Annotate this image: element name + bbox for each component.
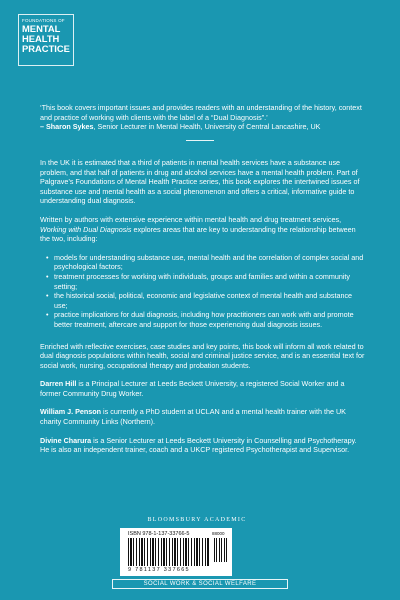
barcode-digits: 9 781137 337665 bbox=[128, 567, 190, 573]
paragraph-scope bbox=[40, 215, 365, 244]
book-title: Working with Dual Diagnosis bbox=[40, 224, 132, 234]
price-barcode-bars bbox=[214, 538, 228, 562]
scope-before: Written by authors with extensive experience within mental health and drug treatment services, bbox=[40, 214, 342, 224]
author-bio bbox=[40, 436, 365, 455]
list-item: • practice implications for dual diagnosis, including how practitioners can work with and promote better treatment, aftercare and support for those experiencing dual diagnosis issues. bbox=[48, 310, 365, 329]
scope-after: explores areas that are key to understanding the relationship between the two, including: bbox=[40, 224, 356, 244]
barcode bbox=[120, 528, 232, 576]
author-bio bbox=[40, 407, 365, 426]
author-name: William J. Penson bbox=[40, 407, 102, 417]
author-bio-text: is currently a PhD student at UCLAN and a mental health trainer with the UK charity Community Links (Northern). bbox=[40, 407, 346, 427]
list-item: • treatment processes for working with individuals, groups and families and within a community setting; bbox=[48, 272, 365, 291]
price-code: 88000 bbox=[212, 531, 225, 536]
author-bio-text: is a Senior Lecturer at Leeds Beckett University in Counselling and Psychotherapy. He is also an independent trainer, coach and a UKCP registered Psychotherapist and Supervisor. bbox=[40, 435, 357, 455]
barcode-bars bbox=[128, 538, 210, 566]
isbn: ISBN 978-1-137-33766-5 bbox=[128, 531, 190, 537]
author-bio-text: is a Principal Lecturer at Leeds Beckett University, a registered Social Worker and a former Community Drug Worker. bbox=[40, 379, 345, 398]
logo-line-3: HEALTH bbox=[22, 33, 60, 44]
topic-list bbox=[40, 253, 365, 330]
quote-text: ‘This book covers important issues and provides readers with an understanding of the history, context and practice of working with clients with the label of a “Dual Diagnosis”.’ bbox=[40, 103, 362, 122]
author-bio bbox=[40, 379, 365, 398]
endorsement-quote bbox=[40, 103, 365, 132]
paragraph-summary: Enriched with reflective exercises, case studies and key points, this book will inform all work related to dual diagnosis populations within health, social and criminal justice service, and is an essential text for social work, nursing, occupational therapy and probation students. bbox=[40, 341, 365, 370]
logo-line-1: FOUNDATIONS OF bbox=[22, 18, 65, 23]
quote-author: – Sharon Sykes bbox=[40, 122, 94, 132]
list-item: • models for understanding substance use, mental health and the correlation of complex social and psychological factors; bbox=[48, 253, 365, 272]
series-logo bbox=[18, 14, 74, 66]
logo-line-2: MENTAL bbox=[22, 23, 61, 34]
category-label: SOCIAL WORK & SOCIAL WELFARE bbox=[112, 579, 288, 589]
author-name: Divine Charura bbox=[40, 435, 92, 445]
back-cover-description bbox=[40, 158, 365, 464]
quote-affiliation: , Senior Lecturer in Mental Health, University of Central Lancashire, UK bbox=[93, 122, 321, 132]
publisher-name: BLOOMSBURY ACADEMIC bbox=[147, 517, 247, 523]
logo-line-4: PRACTICE bbox=[22, 43, 70, 54]
list-item: • the historical social, political, economic and legislative context of mental health and substance use; bbox=[48, 291, 365, 310]
divider bbox=[186, 140, 214, 141]
author-name: Darren Hill bbox=[40, 379, 77, 389]
paragraph-intro: In the UK it is estimated that a third of patients in mental health services have a substance use problem, and that half of patients in drug and alcohol services have a mental health problem. Part of Palgrave’s Foundations of Mental Health Practice series, this book explores the intertwined issues of substance use and mental health as a social phenomenon and offers a critical, informative guide to understanding dual diagnosis. bbox=[40, 158, 360, 206]
